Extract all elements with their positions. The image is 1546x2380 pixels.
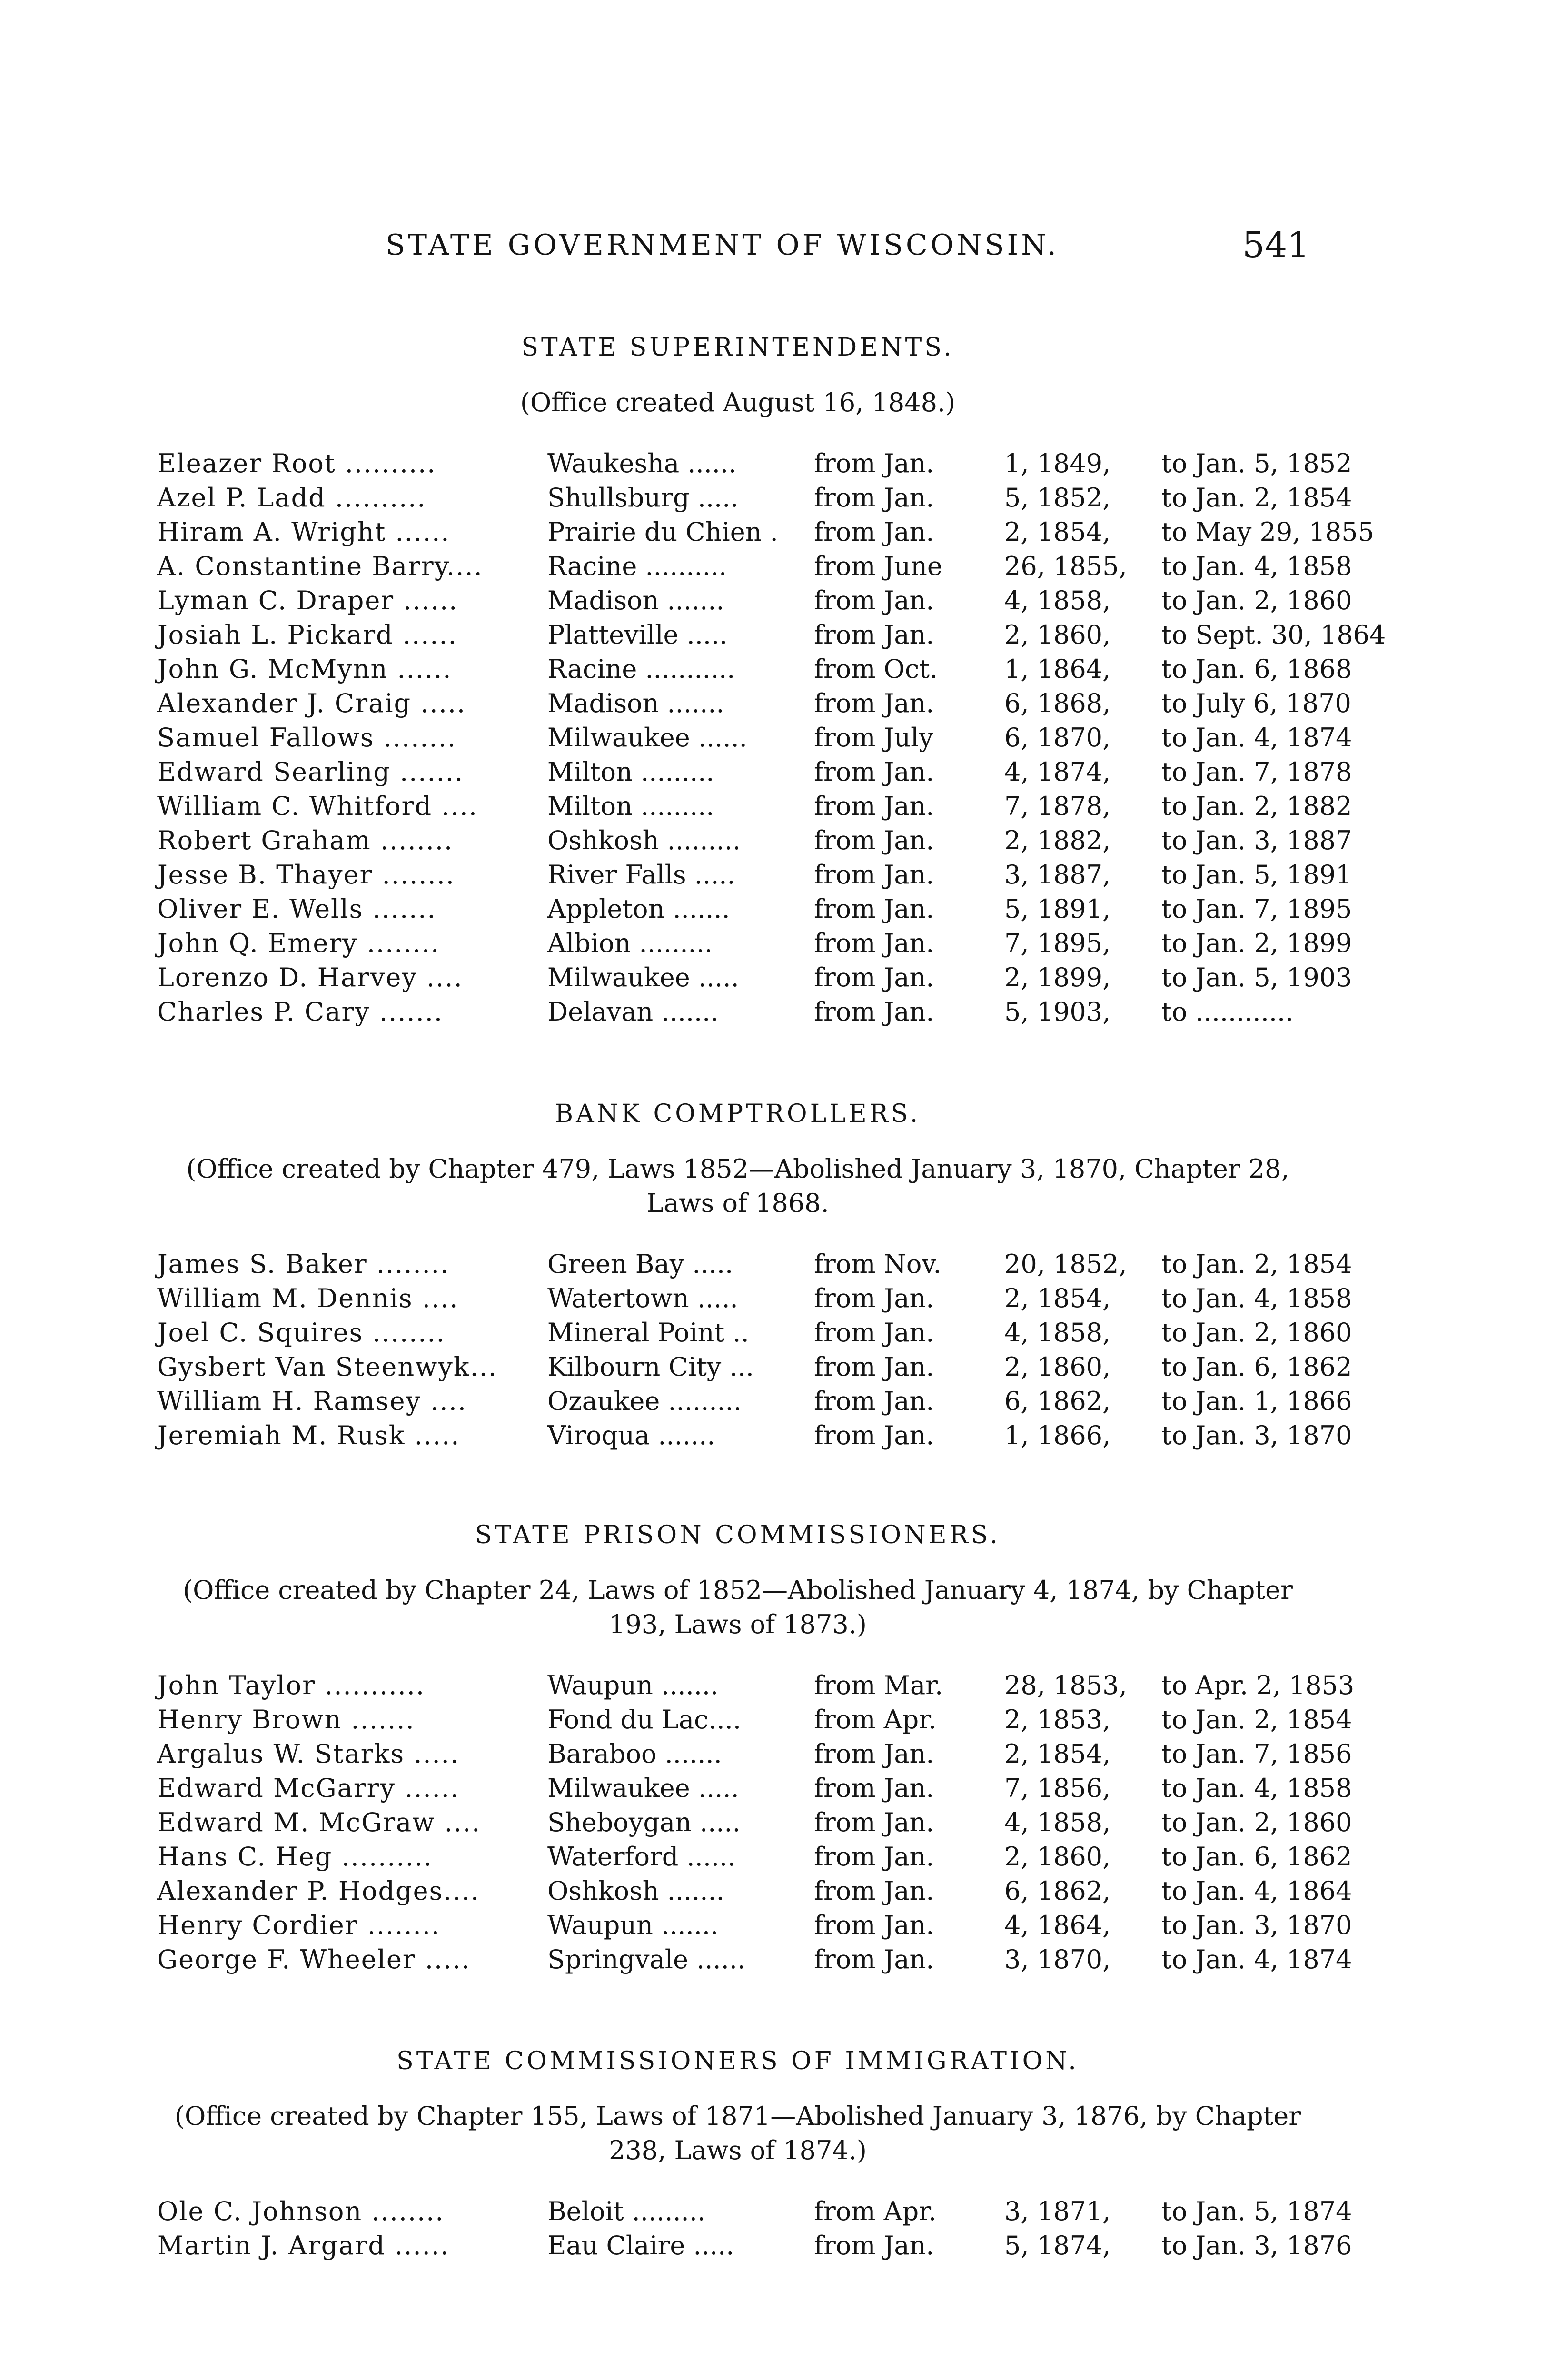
term-start: 2, 1860, bbox=[1004, 1352, 1111, 1382]
officer-name: William M. Dennis .... bbox=[157, 1283, 459, 1313]
officer-list bbox=[157, 2196, 1352, 2265]
officer-name: Samuel Fallows ........ bbox=[157, 723, 457, 753]
officer-residence: Mineral Point .. bbox=[547, 1318, 749, 1348]
officer-name: Argalus W. Starks ..... bbox=[157, 1739, 460, 1769]
term-from-label: from Jan. bbox=[814, 1386, 934, 1416]
term-start: 2, 1860, bbox=[1004, 620, 1111, 650]
term-start: 7, 1895, bbox=[1004, 928, 1111, 958]
term-from-label: from Jan. bbox=[814, 517, 934, 547]
officer-residence: Ozaukee ......... bbox=[547, 1386, 742, 1416]
officer-name: William H. Ramsey .... bbox=[157, 1386, 467, 1416]
officer-row bbox=[157, 1352, 1352, 1386]
officer-row bbox=[157, 1283, 1352, 1318]
term-from-label: from Jan. bbox=[814, 1773, 934, 1803]
officer-row bbox=[157, 448, 1352, 483]
officer-name: Henry Brown ....... bbox=[157, 1705, 415, 1735]
officer-residence: Waupun ....... bbox=[547, 1910, 719, 1940]
term-end: to Jan. 4, 1874 bbox=[1161, 1944, 1352, 1974]
officer-residence: Racine .......... bbox=[547, 551, 727, 581]
officer-residence: Waukesha ...... bbox=[547, 448, 737, 478]
officer-row bbox=[157, 894, 1352, 928]
officer-row bbox=[157, 757, 1352, 791]
officer-residence: Albion ......... bbox=[547, 928, 713, 958]
term-end: to Sept. 30, 1864 bbox=[1161, 620, 1386, 650]
section-title: STATE SUPERINTENDENTS. bbox=[521, 333, 954, 362]
officer-name: Ole C. Johnson ........ bbox=[157, 2196, 445, 2226]
officer-row bbox=[157, 2196, 1352, 2231]
term-start: 4, 1864, bbox=[1004, 1910, 1111, 1940]
officer-name: Gysbert Van Steenwyk... bbox=[157, 1352, 498, 1382]
term-start: 5, 1891, bbox=[1004, 894, 1111, 924]
officer-row bbox=[157, 1249, 1352, 1283]
term-from-label: from Jan. bbox=[814, 585, 934, 615]
officer-list bbox=[157, 1670, 1355, 1979]
term-start: 1, 1866, bbox=[1004, 1420, 1111, 1450]
officer-residence: Delavan ....... bbox=[547, 997, 719, 1027]
term-from-label: from Jan. bbox=[814, 1352, 934, 1382]
officer-row bbox=[157, 654, 1352, 688]
term-from-label: from Jan. bbox=[814, 1876, 934, 1906]
term-from-label: from Jan. bbox=[814, 928, 934, 958]
section-state-superintendents bbox=[157, 328, 1386, 1031]
term-from-label: from Jan. bbox=[814, 894, 934, 924]
officer-row bbox=[157, 551, 1352, 585]
officer-residence: Milwaukee ..... bbox=[547, 1773, 739, 1803]
term-start: 2, 1854, bbox=[1004, 517, 1111, 547]
officer-row bbox=[157, 1670, 1355, 1705]
term-start: 20, 1852, bbox=[1004, 1249, 1127, 1279]
officer-residence: Milwaukee ...... bbox=[547, 723, 747, 753]
officer-name: James S. Baker ........ bbox=[157, 1249, 450, 1279]
officer-residence: Sheboygan ..... bbox=[547, 1807, 741, 1837]
term-from-label: from Jan. bbox=[814, 825, 934, 855]
officer-row bbox=[157, 791, 1352, 825]
term-end: to Jan. 4, 1864 bbox=[1161, 1876, 1352, 1906]
term-end: to May 29, 1855 bbox=[1161, 517, 1375, 547]
officer-residence: Milwaukee ..... bbox=[547, 962, 739, 992]
officer-name: Hiram A. Wright ...... bbox=[157, 517, 450, 547]
section-note: (Office created by Chapter 479, Laws 1852—Abolished January 3, 1870, Chapter 28, Laws of 1868. bbox=[186, 1154, 1289, 1218]
officer-name: A. Constantine Barry.... bbox=[157, 551, 483, 581]
term-start: 2, 1854, bbox=[1004, 1283, 1111, 1313]
officer-row bbox=[157, 825, 1352, 860]
section-state-prison-commissioners bbox=[157, 1516, 1355, 1979]
term-end: to Jan. 4, 1874 bbox=[1161, 723, 1352, 753]
term-from-label: from Jan. bbox=[814, 1739, 934, 1769]
term-from-label: from Jan. bbox=[814, 1842, 934, 1872]
term-end: to Jan. 5, 1852 bbox=[1161, 448, 1352, 478]
officer-name: Robert Graham ........ bbox=[157, 825, 454, 855]
officer-name: Alexander J. Craig ..... bbox=[157, 688, 466, 718]
term-from-label: from June bbox=[814, 551, 942, 581]
term-from-label: from Mar. bbox=[814, 1670, 943, 1700]
term-end: to Apr. 2, 1853 bbox=[1161, 1670, 1355, 1700]
term-start: 4, 1858, bbox=[1004, 585, 1111, 615]
term-end: to Jan. 3, 1887 bbox=[1161, 825, 1352, 855]
officer-name: Lorenzo D. Harvey .... bbox=[157, 962, 463, 992]
term-from-label: from Jan. bbox=[814, 1318, 934, 1348]
officer-row bbox=[157, 620, 1386, 654]
officer-row bbox=[157, 928, 1352, 962]
term-from-label: from Jan. bbox=[814, 688, 934, 718]
section-title: STATE COMMISSIONERS OF IMMIGRATION. bbox=[396, 2047, 1079, 2075]
term-end: to Jan. 4, 1858 bbox=[1161, 551, 1352, 581]
officer-row bbox=[157, 1944, 1352, 1979]
term-start: 2, 1899, bbox=[1004, 962, 1111, 992]
term-start: 4, 1858, bbox=[1004, 1318, 1111, 1348]
section-title: STATE PRISON COMMISSIONERS. bbox=[475, 1521, 1001, 1549]
term-from-label: from Jan. bbox=[814, 448, 934, 478]
officer-name: John Q. Emery ........ bbox=[157, 928, 440, 958]
term-from-label: from Jan. bbox=[814, 483, 934, 513]
term-from-label: from Jan. bbox=[814, 860, 934, 890]
term-start: 6, 1862, bbox=[1004, 1386, 1111, 1416]
term-from-label: from Oct. bbox=[814, 654, 938, 684]
officer-row bbox=[157, 1876, 1352, 1910]
term-start: 3, 1887, bbox=[1004, 860, 1111, 890]
term-end: to Jan. 2, 1860 bbox=[1161, 1807, 1352, 1837]
term-end: to Jan. 5, 1903 bbox=[1161, 962, 1352, 992]
officer-name: Eleazer Root .......... bbox=[157, 448, 436, 478]
term-start: 2, 1860, bbox=[1004, 1842, 1111, 1872]
term-start: 1, 1849, bbox=[1004, 448, 1111, 478]
term-from-label: from Jan. bbox=[814, 1944, 934, 1974]
term-end: to Jan. 2, 1854 bbox=[1161, 1249, 1352, 1279]
term-from-label: from Jan. bbox=[814, 1283, 934, 1313]
term-end: to Jan. 4, 1858 bbox=[1161, 1283, 1352, 1313]
officer-residence: Madison ....... bbox=[547, 585, 724, 615]
term-end: to Jan. 5, 1891 bbox=[1161, 860, 1352, 890]
term-end: to Jan. 3, 1870 bbox=[1161, 1910, 1352, 1940]
term-start: 3, 1871, bbox=[1004, 2196, 1111, 2226]
officer-residence: Prairie du Chien . bbox=[547, 517, 778, 547]
officer-row bbox=[157, 860, 1352, 894]
officer-residence: Baraboo ....... bbox=[547, 1739, 722, 1769]
officer-name: Joel C. Squires ........ bbox=[157, 1318, 446, 1348]
term-end: to July 6, 1870 bbox=[1161, 688, 1351, 718]
term-end: to Jan. 2, 1899 bbox=[1161, 928, 1352, 958]
term-end: to Jan. 6, 1862 bbox=[1161, 1842, 1352, 1872]
term-from-label: from Jan. bbox=[814, 757, 934, 787]
term-start: 7, 1856, bbox=[1004, 1773, 1111, 1803]
officer-name: William C. Whitford .... bbox=[157, 791, 478, 821]
officer-residence: Beloit ......... bbox=[547, 2196, 706, 2226]
officer-residence: Green Bay ..... bbox=[547, 1249, 733, 1279]
officer-row bbox=[157, 1318, 1352, 1352]
officer-name: Martin J. Argard ...... bbox=[157, 2231, 450, 2261]
term-from-label: from July bbox=[814, 723, 933, 753]
term-end: to Jan. 2, 1860 bbox=[1161, 1318, 1352, 1348]
term-start: 28, 1853, bbox=[1004, 1670, 1127, 1700]
officer-residence: Madison ....... bbox=[547, 688, 724, 718]
term-start: 2, 1853, bbox=[1004, 1705, 1111, 1735]
term-from-label: from Jan. bbox=[814, 791, 934, 821]
term-from-label: from Apr. bbox=[814, 1705, 937, 1735]
term-start: 4, 1858, bbox=[1004, 1807, 1111, 1837]
officer-name: Alexander P. Hodges.... bbox=[157, 1876, 480, 1906]
officer-row bbox=[157, 688, 1351, 723]
officer-row bbox=[157, 483, 1352, 517]
term-start: 7, 1878, bbox=[1004, 791, 1111, 821]
officer-residence: Milton ......... bbox=[547, 757, 714, 787]
term-from-label: from Jan. bbox=[814, 962, 934, 992]
term-end: to ............ bbox=[1161, 997, 1294, 1027]
officer-residence: Shullsburg ..... bbox=[547, 483, 739, 513]
term-end: to Jan. 7, 1895 bbox=[1161, 894, 1352, 924]
officer-residence: Platteville ..... bbox=[547, 620, 728, 650]
term-end: to Jan. 4, 1858 bbox=[1161, 1773, 1352, 1803]
officer-row bbox=[157, 723, 1352, 757]
officer-name: Hans C. Heg .......... bbox=[157, 1842, 433, 1872]
officer-row bbox=[157, 1807, 1352, 1842]
officer-row bbox=[157, 1420, 1352, 1455]
page-number: 541 bbox=[1242, 225, 1310, 266]
officer-name: Azel P. Ladd .......... bbox=[157, 483, 426, 513]
term-end: to Jan. 6, 1862 bbox=[1161, 1352, 1352, 1382]
officer-name: John Taylor ........... bbox=[157, 1670, 425, 1700]
officer-name: George F. Wheeler ..... bbox=[157, 1944, 471, 1974]
term-start: 1, 1864, bbox=[1004, 654, 1111, 684]
term-from-label: from Jan. bbox=[814, 1420, 934, 1450]
running-header bbox=[0, 225, 1546, 281]
term-from-label: from Jan. bbox=[814, 997, 934, 1027]
term-start: 2, 1854, bbox=[1004, 1739, 1111, 1769]
officer-name: Jeremiah M. Rusk ..... bbox=[157, 1420, 460, 1450]
officer-row bbox=[157, 1910, 1352, 1944]
term-end: to Jan. 7, 1878 bbox=[1161, 757, 1352, 787]
term-from-label: from Jan. bbox=[814, 620, 934, 650]
term-start: 6, 1862, bbox=[1004, 1876, 1111, 1906]
officer-row bbox=[157, 962, 1352, 997]
section-title: BANK COMPTROLLERS. bbox=[555, 1100, 921, 1128]
officer-residence: Waupun ....... bbox=[547, 1670, 719, 1700]
section-note: (Office created August 16, 1848.) bbox=[520, 387, 956, 417]
term-from-label: from Jan. bbox=[814, 1910, 934, 1940]
officer-name: Josiah L. Pickard ...... bbox=[157, 620, 457, 650]
term-start: 6, 1868, bbox=[1004, 688, 1111, 718]
section-state-commissioners-of-immigration bbox=[157, 2042, 1352, 2265]
term-end: to Jan. 5, 1874 bbox=[1161, 2196, 1352, 2226]
officer-name: John G. McMynn ...... bbox=[157, 654, 452, 684]
officer-name: Edward McGarry ...... bbox=[157, 1773, 460, 1803]
officer-row bbox=[157, 2231, 1352, 2265]
term-start: 6, 1870, bbox=[1004, 723, 1111, 753]
officer-row bbox=[157, 1773, 1352, 1807]
officer-name: Lyman C. Draper ...... bbox=[157, 585, 458, 615]
term-end: to Jan. 3, 1876 bbox=[1161, 2231, 1352, 2261]
officer-row bbox=[157, 1386, 1352, 1420]
officer-residence: Oshkosh ......... bbox=[547, 825, 741, 855]
officer-row bbox=[157, 1739, 1352, 1773]
officer-residence: Kilbourn City ... bbox=[547, 1352, 754, 1382]
term-start: 5, 1852, bbox=[1004, 483, 1111, 513]
term-from-label: from Jan. bbox=[814, 2231, 934, 2261]
officer-residence: Viroqua ....... bbox=[547, 1420, 715, 1450]
officer-row bbox=[157, 1842, 1352, 1876]
officer-name: Charles P. Cary ....... bbox=[157, 997, 444, 1027]
running-title: STATE GOVERNMENT OF WISCONSIN. bbox=[386, 228, 1059, 262]
officer-residence: Waterford ...... bbox=[547, 1842, 736, 1872]
term-start: 5, 1874, bbox=[1004, 2231, 1111, 2261]
officer-row bbox=[157, 585, 1352, 620]
term-start: 26, 1855, bbox=[1004, 551, 1127, 581]
officer-row bbox=[157, 517, 1375, 551]
officer-name: Henry Cordier ........ bbox=[157, 1910, 441, 1940]
officer-residence: Springvale ...... bbox=[547, 1944, 746, 1974]
term-end: to Jan. 2, 1882 bbox=[1161, 791, 1352, 821]
term-end: to Jan. 6, 1868 bbox=[1161, 654, 1352, 684]
term-start: 3, 1870, bbox=[1004, 1944, 1111, 1974]
term-start: 2, 1882, bbox=[1004, 825, 1111, 855]
officer-row bbox=[157, 1705, 1352, 1739]
term-start: 5, 1903, bbox=[1004, 997, 1111, 1027]
officer-name: Oliver E. Wells ....... bbox=[157, 894, 436, 924]
officer-list bbox=[157, 1249, 1352, 1455]
officer-name: Jesse B. Thayer ........ bbox=[157, 860, 455, 890]
officer-residence: Milton ......... bbox=[547, 791, 714, 821]
officer-residence: River Falls ..... bbox=[547, 860, 735, 890]
section-bank-comptrollers bbox=[157, 1095, 1352, 1455]
officer-residence: Appleton ....... bbox=[547, 894, 730, 924]
term-end: to Jan. 1, 1866 bbox=[1161, 1386, 1352, 1416]
officer-name: Edward M. McGraw .... bbox=[157, 1807, 481, 1837]
section-note: (Office created by Chapter 155, Laws of 1871—Abolished January 3, 1876, by Chapter 238, Laws of 1874.) bbox=[174, 2101, 1301, 2165]
term-end: to Jan. 2, 1854 bbox=[1161, 483, 1352, 513]
term-from-label: from Nov. bbox=[814, 1249, 941, 1279]
term-from-label: from Jan. bbox=[814, 1807, 934, 1837]
term-from-label: from Apr. bbox=[814, 2196, 937, 2226]
term-end: to Jan. 2, 1860 bbox=[1161, 585, 1352, 615]
term-end: to Jan. 7, 1856 bbox=[1161, 1739, 1352, 1769]
section-note: (Office created by Chapter 24, Laws of 1852—Abolished January 4, 1874, by Chapter 193, Laws of 1873.) bbox=[183, 1575, 1293, 1639]
officer-residence: Racine ........... bbox=[547, 654, 735, 684]
officer-list bbox=[157, 448, 1386, 1031]
officer-residence: Eau Claire ..... bbox=[547, 2231, 734, 2261]
officer-residence: Fond du Lac.... bbox=[547, 1705, 742, 1735]
officer-row bbox=[157, 997, 1318, 1031]
officer-residence: Watertown ..... bbox=[547, 1283, 738, 1313]
term-end: to Jan. 3, 1870 bbox=[1161, 1420, 1352, 1450]
officer-name: Edward Searling ....... bbox=[157, 757, 464, 787]
officer-residence: Oshkosh ....... bbox=[547, 1876, 724, 1906]
term-start: 4, 1874, bbox=[1004, 757, 1111, 787]
term-end: to Jan. 2, 1854 bbox=[1161, 1705, 1352, 1735]
